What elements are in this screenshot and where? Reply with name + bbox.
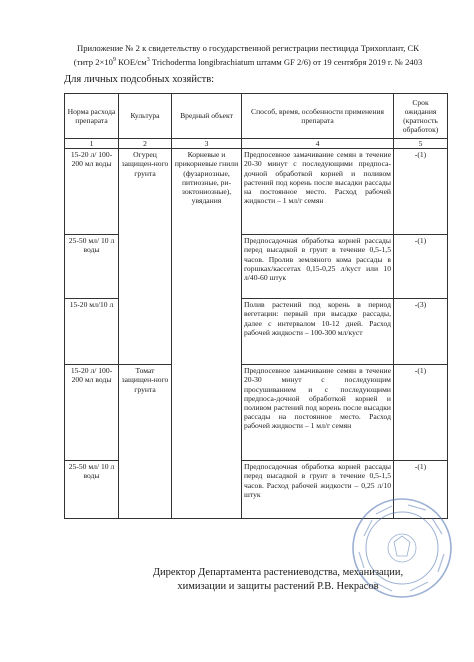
- cell-culture: Томат защищен-ного грунта: [119, 365, 172, 519]
- header-culture: Культура: [119, 94, 172, 139]
- cell-method: Предпосадочная обработка корней рассады перед высадкой в грунт в течение 0,5-1,5 часов. Пролив земляного кома рассады в горшках/кассетах 0,15-0,25 л/куст или 10 л/40-60 штук: [242, 235, 394, 299]
- cell-norm: 15-20 л/ 100-200 мл воды: [65, 365, 119, 461]
- cell-method: Предпосевное замачивание семян в течение 20-30 минут с последующим просушиванием и с последующими предпоса-дочной обработкой корней и поливом растений под корень после высадки рассады на постоянное место. Расход рабочей жидкости – 1 мл/г семян: [242, 365, 394, 461]
- header-line-1: Приложение № 2 к свидетельству о государственной регистрации пестицида Трихоплант, СК: [77, 43, 419, 53]
- table-row: [65, 149, 448, 235]
- cell-norm: 15-20 мл/10 л: [65, 299, 119, 365]
- cell-norm: 25-50 мл/ 10 л воды: [65, 461, 119, 519]
- signature-line-2: химизации и защиты растений Р.В. Некрасов: [177, 580, 379, 592]
- col-number: 4: [242, 139, 394, 149]
- header-line-2-mid: КОЕ/см: [115, 56, 147, 67]
- col-number: 1: [65, 139, 119, 149]
- cell-term: -(1): [394, 365, 448, 461]
- subheading: Для личных подсобных хозяйств:: [64, 74, 215, 85]
- cell-term: -(1): [394, 149, 448, 235]
- header-line-2: [58, 54, 438, 68]
- cell-term: -(1): [394, 235, 448, 299]
- col-number: 5: [394, 139, 448, 149]
- cell-culture: Огурец защищен-ного грунта: [119, 149, 172, 365]
- col-number: 3: [172, 139, 242, 149]
- cell-norm: 15-20 л/ 100-200 мл воды: [65, 149, 119, 235]
- table-row: [65, 365, 448, 461]
- table-header-row: [65, 94, 448, 139]
- header-sup-2: 3: [146, 57, 150, 63]
- cell-method: Предпосадочная обработка корней рассады перед высадкой в грунт в течение 0,5-1,5 часов. Расход рабочей жидкости – 0,25 л/10 штук: [242, 461, 394, 519]
- header-pest: Вредный объект: [172, 94, 242, 139]
- cell-term: -(3): [394, 299, 448, 365]
- col-number: 2: [119, 139, 172, 149]
- header-line-2-pre: (титр 2×10: [73, 56, 113, 67]
- signature-line-1: Директор Департамента растениеводства, механизации,: [152, 567, 404, 578]
- application-table: [64, 93, 448, 519]
- cell-method: Предпосевное замачивание семян в течение 20-30 минут с последующими предпоса-дочной обработкой корней и поливом растений под корень после высадки рассады на постоянное место. Расход рабочей жидкости – 1 мл/г семян: [242, 149, 394, 235]
- header-sup-1: 9: [112, 57, 116, 63]
- header-method: Способ, время, особенности применения препарата: [242, 94, 394, 139]
- header-norm: Норма расхода препарата: [65, 94, 119, 139]
- cell-term: -(1): [394, 461, 448, 519]
- cell-pest: Корневые и прикорневые гнили (фузариозные, питиозные, ри-зоктониозные), увядания: [172, 149, 242, 519]
- header-term: Срок ожидания (кратность обработок): [394, 94, 448, 139]
- header-line-2-post: Trichoderma longibrachiatum штамм GF 2/6) от 19 сентября 2019 г. № 2403: [149, 56, 423, 67]
- signature-block: [118, 566, 438, 593]
- cell-norm: 25-50 мл/ 10 л воды: [65, 235, 119, 299]
- document-header: [58, 42, 438, 68]
- cell-method: Полив растений под корень в период вегетации: первый при высадке рассады, далее с интервалом 10-12 дней. Расход рабочей жидкости – 100-300 мл/куст: [242, 299, 394, 365]
- table-number-row: [65, 139, 448, 149]
